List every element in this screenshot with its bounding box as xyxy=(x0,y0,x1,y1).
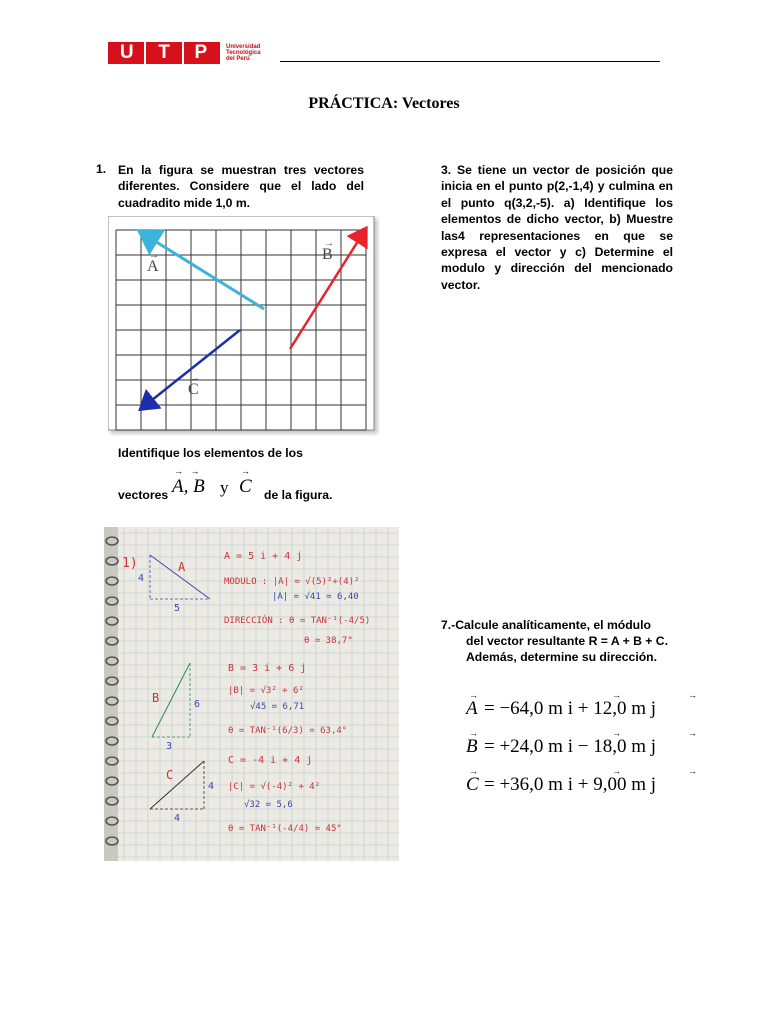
equation-c xyxy=(466,766,706,802)
problem-number-handwritten: 1) xyxy=(122,556,138,571)
problem3-text: 3. Se tiene un vector de posición que inicia en el punto p(2,-1,4) y culmina en el punto q(3,2,-5). a) Identifique los elementos de dicho vector, b) Muestre las4 representaciones en que se expresa el vector y c) Determine el modulo y dirección del mencionado vector. xyxy=(441,163,673,292)
vector-arrow-mark: → xyxy=(469,728,478,738)
equation-a-rhs: = −64,0 m i + 12,0 m j xyxy=(484,698,657,719)
vector-grid-figure xyxy=(108,216,380,436)
vector-arrow-mark: → xyxy=(324,238,334,249)
vector-arrow-mark: → xyxy=(190,373,200,384)
problem1-text: En la figura se muestran tres vectores diferentes. Considere que el lado del cuadradito mide 1,0 m. xyxy=(118,163,364,210)
identify-vector-c: C xyxy=(239,476,252,497)
identify-text-line2 xyxy=(118,466,378,514)
handwritten-equation: MODULO : |A| = √(5)²+(4)² xyxy=(224,577,360,587)
vector-label-handwritten: A xyxy=(178,560,186,574)
logo-separator xyxy=(144,42,146,64)
handwritten-equation: C = -4 i + 4 j xyxy=(228,755,313,766)
identify-vectors-ab: A, B xyxy=(172,476,205,497)
handwritten-side-label: 6 xyxy=(194,699,201,710)
page-title: PRÁCTICA: Vectores xyxy=(308,95,460,112)
handwritten-equation: |A| = √41 = 6,40 xyxy=(272,592,359,602)
vector-c-label: C xyxy=(188,381,199,398)
logo-subtext xyxy=(226,44,286,62)
logo-subtext-line: Tecnológica xyxy=(226,50,261,56)
handwritten-equation: θ = TAN⁻¹(-4/4) = 45° xyxy=(228,824,342,834)
problem7-line3: Además, determine su dirección. xyxy=(466,650,658,664)
vector-arrow-mark: → xyxy=(688,766,697,776)
vector-arrow-mark: → xyxy=(469,690,478,700)
vector-arrow-mark: → xyxy=(612,690,621,700)
equation-a xyxy=(466,690,706,726)
handwritten-equation: √32 = 5,6 xyxy=(244,800,293,810)
vector-arrow-mark: → xyxy=(612,766,621,776)
identify-and: y xyxy=(220,478,229,497)
logo-subtext-line: del Perú xyxy=(226,56,250,62)
header-rule xyxy=(280,61,660,62)
identify-de-la-figura: de la figura. xyxy=(264,488,333,502)
logo-separator xyxy=(182,42,184,64)
handwritten-side-label: 4 xyxy=(138,573,145,584)
vector-arrow-mark: → xyxy=(241,466,250,476)
vector-arrow-mark: → xyxy=(688,690,697,700)
equation-c-rhs: = +36,0 m i + 9,00 m j xyxy=(484,774,657,795)
handwritten-side-label: 4 xyxy=(174,813,181,824)
equation-a-lhs: A xyxy=(466,698,478,719)
vector-arrow-mark: → xyxy=(149,250,159,261)
utp-logo-letters xyxy=(108,42,220,64)
logo-subtext-line: Universidad xyxy=(226,44,261,50)
handwritten-equation: B = 3 i + 6 j xyxy=(228,663,307,674)
vector-arrow-mark: → → xyxy=(174,466,200,476)
handwritten-equation: DIRECCIÓN : θ = TAN⁻¹(-4/5) xyxy=(224,616,371,626)
handwritten-side-label: 4 xyxy=(208,781,215,792)
equation-b-lhs: B xyxy=(466,736,478,757)
handwritten-equation: θ = 38,7° xyxy=(304,636,353,646)
handwritten-equation: A = 5 i + 4 j xyxy=(224,551,303,562)
equation-c-lhs: C xyxy=(466,774,479,795)
vector-a-label: A xyxy=(147,258,159,275)
vector-arrow-mark: → xyxy=(469,766,478,776)
handwritten-side-label: 5 xyxy=(174,603,181,614)
vector-arrow-mark: → xyxy=(612,728,621,738)
handwritten-side-label: 3 xyxy=(166,741,173,752)
problem7-line1: 7.-Calcule analíticamente, el módulo xyxy=(441,618,651,632)
identify-text-line1: Identifique los elementos de los xyxy=(118,446,303,460)
equation-b xyxy=(466,728,706,764)
logo-letter-p: P xyxy=(194,42,209,63)
vector-b-label: B xyxy=(322,246,333,263)
vector-label-handwritten: B xyxy=(152,691,160,705)
problem7-line2: del vector resultante R = A + B + C. xyxy=(466,634,668,648)
handwritten-equation: θ = TAN⁻¹(6/3) = 63,4° xyxy=(228,726,348,736)
equation-b-rhs: = +24,0 m i − 18,0 m j xyxy=(484,736,657,757)
problem1-number: 1. xyxy=(96,162,107,176)
vector-label-handwritten: C xyxy=(166,768,174,782)
logo-letter-u: U xyxy=(119,42,135,63)
handwritten-solution-photo xyxy=(104,527,399,861)
logo-letter-t: T xyxy=(158,42,171,63)
handwritten-equation: √45 = 6,71 xyxy=(250,702,305,712)
handwritten-equation: |C| = √(-4)² + 4² xyxy=(228,782,321,792)
vector-arrow-mark: → xyxy=(688,728,697,738)
handwritten-equation: |B| = √3² + 6² xyxy=(228,686,304,696)
identify-vectores-word: vectores xyxy=(118,488,169,502)
